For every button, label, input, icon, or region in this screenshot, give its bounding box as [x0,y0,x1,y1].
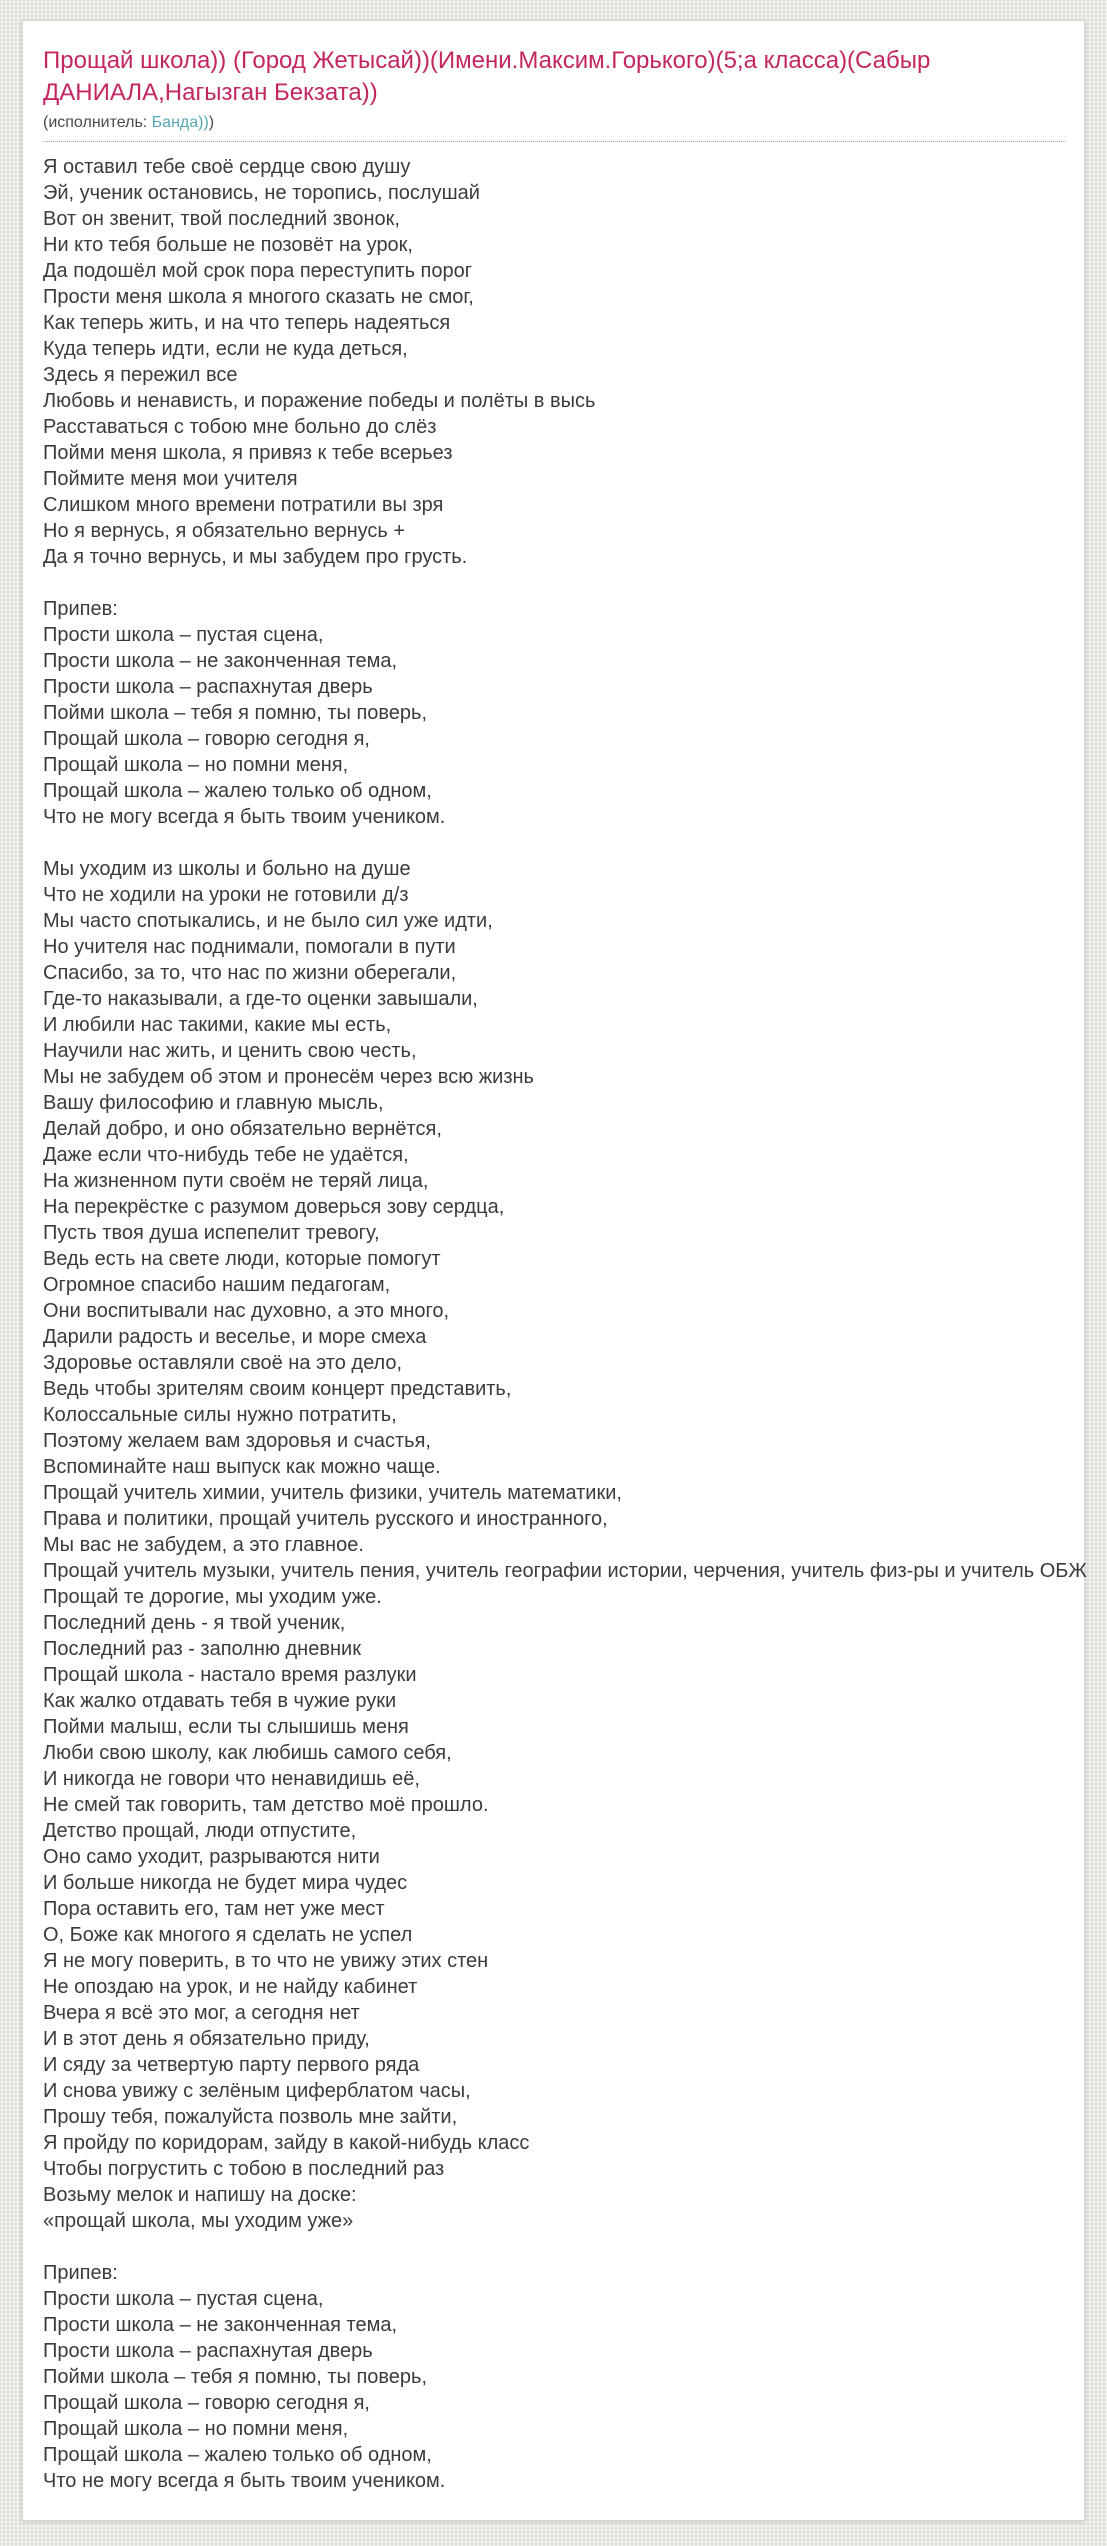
lyric-line: Поэтому желаем вам здоровья и счастья, [43,1430,431,1452]
lyric-line: О, Боже как многого я сделать не успел [43,1924,413,1946]
artist-link[interactable]: Банда)) [151,114,209,131]
lyric-line: На жизненном пути своём не теряй лица, [43,1170,429,1192]
lyric-line: И в этот день я обязательно приду, [43,2028,370,2050]
lyric-line: Куда теперь идти, если не куда деться, [43,338,408,360]
lyric-line: И никогда не говори что ненавидишь её, [43,1768,420,1790]
lyric-line: Мы часто спотыкались, и не было сил уже идти, [43,910,493,932]
lyric-line: Пойми школа – тебя я помню, ты поверь, [43,702,428,724]
lyric-line: Прости меня школа я многого сказать не смог, [43,286,474,308]
lyric-line: Да подошёл мой срок пора переступить порог [43,260,473,282]
lyric-line: Я пройду по коридорам, зайду в какой-нибудь класс [43,2132,530,2154]
lyric-line: Но учителя нас поднимали, помогали в пути [43,936,456,958]
lyric-line: Пойми малыш, если ты слышишь меня [43,1716,409,1738]
lyric-line: Поймите меня мои учителя [43,468,298,490]
lyric-line: Прощай школа – говорю сегодня я, [43,2392,370,2414]
lyric-line: Мы вас не забудем, а это главное. [43,1534,364,1556]
lyric-line: Прощай учитель химии, учитель физики, учитель математики, [43,1482,622,1504]
lyric-line: Оно само уходит, разрываются нити [43,1846,380,1868]
lyric-line [43,830,1066,856]
lyric-line: На перекрёстке с разумом доверься зову сердца, [43,1196,505,1218]
lyric-line: Возьму мелок и напишу на доске: [43,2184,357,2206]
lyric-line: Мы уходим из школы и больно на душе [43,858,411,880]
lyric-line: Здесь я пережил все [43,364,238,386]
lyric-line: Расставаться с тобою мне больно до слёз [43,416,437,438]
lyric-line: Вспоминайте наш выпуск как можно чаще. [43,1456,441,1478]
lyric-line: Прости школа – распахнутая дверь [43,2340,373,2362]
lyric-line [43,2234,1066,2260]
lyric-line: Спасибо, за то, что нас по жизни оберегали, [43,962,457,984]
lyric-line: Как теперь жить, и на что теперь надеяться [43,312,451,334]
lyric-line: Последний раз - заполню дневник [43,1638,361,1660]
lyric-line: Прощай школа – говорю сегодня я, [43,728,370,750]
lyric-line: Вчера я всё это мог, а сегодня нет [43,2002,360,2024]
lyric-line: Ведь чтобы зрителям своим концерт представить, [43,1378,512,1400]
lyric-line: Прости школа – пустая сцена, [43,624,324,646]
artist-label: (исполнитель: [43,114,152,131]
lyric-line: Дарили радость и веселье, и море смеха [43,1326,427,1348]
lyric-line: Мы не забудем об этом и пронесём через всю жизнь [43,1066,534,1088]
lyric-line: Детство прощай, люди отпустите, [43,1820,357,1842]
lyric-line: Делай добро, и оно обязательно вернётся, [43,1118,442,1140]
lyric-line: Как жалко отдавать тебя в чужие руки [43,1690,397,1712]
lyric-line: И больше никогда не будет мира чудес [43,1872,408,1894]
artist-line [43,109,1066,142]
lyric-line: Прощай те дорогие, мы уходим уже. [43,1586,382,1608]
lyric-line: Не смей так говорить, там детство моё прошло. [43,1794,489,1816]
lyric-line: И сяду за четвертую парту первого ряда [43,2054,420,2076]
lyric-line: Где-то наказывали, а где-то оценки завышали, [43,988,478,1010]
lyric-line: Люби свою школу, как любишь самого себя, [43,1742,452,1764]
lyric-line: Прости школа – не законченная тема, [43,650,398,672]
lyric-line: Здоровье оставляли своё на это дело, [43,1352,403,1374]
lyric-line: Пойми меня школа, я привяз к тебе всерьез [43,442,453,464]
lyrics [43,154,1087,2494]
lyric-line: Прости школа – не законченная тема, [43,2314,398,2336]
artist-suffix: ) [208,114,215,131]
lyric-line: Пора оставить его, там нет уже мест [43,1898,385,1920]
lyric-line: Прости школа – пустая сцена, [43,2288,324,2310]
lyric-line: Прощай школа - настало время разлуки [43,1664,417,1686]
lyric-line: Эй, ученик остановись, не торопись, послушай [43,182,480,204]
lyric-line: Но я вернусь, я обязательно вернусь + [43,520,406,542]
lyric-line [43,570,1066,596]
lyric-line: Чтобы погрустить с тобою в последний раз [43,2158,445,2180]
lyric-line: Вашу философию и главную мысль, [43,1092,384,1114]
lyric-line: Ведь есть на свете люди, которые помогут [43,1248,441,1270]
lyric-line: Я не могу поверить, в то что не увижу этих стен [43,1950,489,1972]
lyric-line: Прощай школа – жалею только об одном, [43,780,432,802]
lyric-line: Прошу тебя, пожалуйста позволь мне зайти, [43,2106,458,2128]
lyric-line: Права и политики, прощай учитель русского и иностранного, [43,1508,608,1530]
lyric-line: И снова увижу с зелёным циферблатом часы, [43,2080,471,2102]
lyric-line: Пойми школа – тебя я помню, ты поверь, [43,2366,428,2388]
lyric-line: Прощай учитель музыки, учитель пения, учитель географии истории, черчения, учитель физ-ры и учитель ОБЖ [43,1560,1087,1582]
lyric-line: Прости школа – распахнутая дверь [43,676,373,698]
lyric-line: Прощай школа – жалею только об одном, [43,2444,432,2466]
lyric-line: «прощай школа, мы уходим уже» [43,2210,354,2232]
lyric-line: Припев: [43,598,118,620]
lyrics-card [22,20,1085,2521]
lyric-line: Что не могу всегда я быть твоим учеником. [43,2470,446,2492]
lyric-line: Ни кто тебя больше не позовёт на урок, [43,234,413,256]
lyric-line: Да я точно вернусь, и мы забудем про грусть. [43,546,468,568]
lyric-line: Что не ходили на уроки не готовили д/з [43,884,409,906]
lyric-line: Огромное спасибо нашим педагогам, [43,1274,391,1296]
lyric-line: Припев: [43,2262,118,2284]
song-title: Прощай школа)) (Город Жетысай))(Имени.Максим.Горького)(5;а класса)(Сабыр ДАНИАЛА,Нагызган Бекзата)) [43,47,931,106]
lyric-line: Я оставил тебе своё сердце свою душу [43,156,411,178]
lyric-line: Слишком много времени потратили вы зря [43,494,444,516]
lyric-line: Последний день - я твой ученик, [43,1612,346,1634]
lyric-line: Колоссальные силы нужно потратить, [43,1404,397,1426]
lyric-line: Научили нас жить, и ценить свою честь, [43,1040,417,1062]
lyric-line: Они воспитывали нас духовно, а это много, [43,1300,450,1322]
lyric-line: Не опоздаю на урок, и не найду кабинет [43,1976,418,1998]
lyric-line: Даже если что-нибудь тебе не удаётся, [43,1144,409,1166]
lyric-line: Пусть твоя душа испепелит тревогу, [43,1222,380,1244]
lyric-line: Вот он звенит, твой последний звонок, [43,208,400,230]
lyric-line: Любовь и ненависть, и поражение победы и полёты в высь [43,390,596,412]
lyric-line: Что не могу всегда я быть твоим учеником. [43,806,446,828]
lyric-line: Прощай школа – но помни меня, [43,2418,349,2440]
lyric-line: И любили нас такими, какие мы есть, [43,1014,392,1036]
lyric-line: Прощай школа – но помни меня, [43,754,349,776]
